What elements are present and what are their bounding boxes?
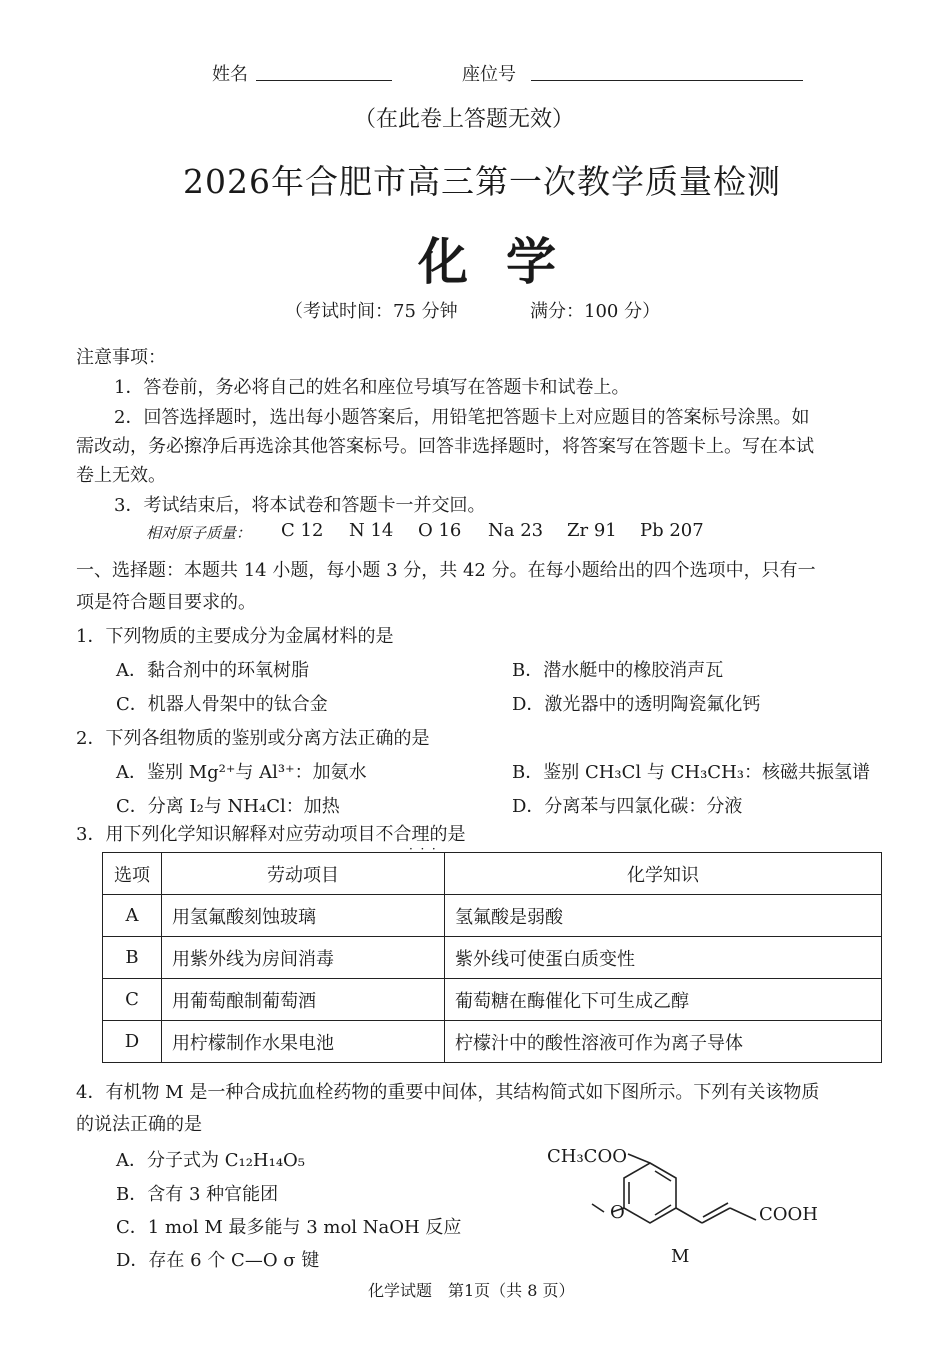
- table-cell: 用紫外线为房间消毒: [162, 937, 445, 979]
- q3-table: [102, 852, 882, 1063]
- q1-stem: 1．下列物质的主要成分为金属材料的是: [76, 626, 394, 647]
- methyl-bond: [592, 1204, 604, 1212]
- table-row: [103, 979, 882, 1021]
- table-row: [103, 1021, 882, 1063]
- ester-bond: [628, 1154, 650, 1163]
- struct-acetoxy: CH₃COO: [547, 1146, 627, 1167]
- atomic-mass-label: 相对原子质量：: [146, 524, 252, 542]
- section-1-line-2: 项是符合题目要求的。: [76, 592, 256, 613]
- q1-option-c: C．机器人骨架中的钛合金: [116, 694, 328, 715]
- ring-double-bond: [655, 1171, 671, 1181]
- atomic-mass-pb: Pb 207: [640, 520, 704, 541]
- struct-label-m: M: [671, 1246, 690, 1267]
- table-cell: 用葡萄酿制葡萄酒: [162, 979, 445, 1021]
- full-score: 满分：100 分）: [530, 301, 661, 322]
- q2-option-d: D．分离苯与四氯化碳：分液: [512, 796, 743, 817]
- q2-option-a: A．鉴别 Mg²⁺与 Al³⁺：加氨水: [116, 762, 367, 783]
- section-1-line-1: 一、选择题：本题共 14 小题，每小题 3 分，共 42 分。在每小题给出的四个选项中，只有一: [76, 560, 816, 581]
- notes-heading: 注意事项：: [76, 347, 166, 368]
- table-cell: 柠檬汁中的酸性溶液可作为离子导体: [445, 1021, 882, 1063]
- q3-stem: 3．用下列化学知识解释对应劳动项目不合理的是: [76, 824, 466, 845]
- benzene-ring: [624, 1163, 676, 1223]
- seat-blank[interactable]: [531, 80, 803, 81]
- exam-title: 2026年合肥市高三第一次教学质量检测: [183, 162, 781, 201]
- table-header: 劳动项目: [162, 853, 445, 895]
- seat-label: 座位号: [462, 64, 516, 85]
- table-row: [103, 937, 882, 979]
- atomic-mass-zr: Zr 91: [567, 520, 617, 541]
- atomic-mass-n: N 14: [349, 520, 394, 541]
- table-cell: C: [103, 979, 162, 1021]
- table-cell: 紫外线可使蛋白质变性: [445, 937, 882, 979]
- struct-carboxyl: COOH: [759, 1204, 818, 1225]
- struct-oxygen: O: [610, 1202, 625, 1223]
- name-label: 姓名: [212, 64, 248, 85]
- note-3: 3．考试结束后，将本试卷和答题卡一并交回。: [114, 495, 486, 516]
- name-blank[interactable]: [256, 80, 392, 81]
- q2-option-c: C．分离 I₂与 NH₄Cl：加热: [116, 796, 340, 817]
- page-footer: 化学试题 第1页（共 8 页）: [368, 1281, 575, 1300]
- note-1: 1．答卷前，务必将自己的姓名和座位号填写在答题卡和试卷上。: [114, 377, 630, 398]
- atomic-mass-c: C 12: [281, 520, 324, 541]
- ring-double-bond: [655, 1205, 671, 1215]
- q4-option-a: A．分子式为 C₁₂H₁₄O₅: [116, 1150, 306, 1171]
- q4-option-c: C．1 mol M 最多能与 3 mol NaOH 反应: [116, 1217, 462, 1238]
- note-2-line-2: 需改动，务必擦净后再选涂其他答案标号。回答非选择题时，将答案写在答题卡上。写在本试: [76, 436, 814, 457]
- q1-option-b: B．潜水艇中的橡胶消声瓦: [512, 660, 724, 681]
- subject-title: 化学: [418, 232, 594, 291]
- q4-option-d: D．存在 6 个 C—O σ 键: [116, 1250, 320, 1271]
- invalid-notice: （在此卷上答题无效）: [354, 107, 575, 132]
- table-cell: 用柠檬制作水果电池: [162, 1021, 445, 1063]
- q4-stem-line-1: 4．有机物 M 是一种合成抗血栓药物的重要中间体，其结构简式如下图所示。下列有关该物质: [76, 1082, 820, 1103]
- q4-stem-line-2: 的说法正确的是: [76, 1114, 202, 1135]
- table-header-row: [103, 853, 882, 895]
- table-header: 选项: [103, 853, 162, 895]
- note-2-line-1: 2．回答选择题时，选出每小题答案后，用铅笔把答题卡上对应题目的答案标号涂黑。如: [114, 407, 810, 428]
- structure-m: [540, 1140, 840, 1280]
- table-cell: A: [103, 895, 162, 937]
- table-cell: 葡萄糖在酶催化下可生成乙醇: [445, 979, 882, 1021]
- table-cell: 用氢氟酸刻蚀玻璃: [162, 895, 445, 937]
- note-2-line-3: 卷上无效。: [76, 465, 166, 486]
- table-cell: B: [103, 937, 162, 979]
- emphasis-dots: · · ·: [409, 842, 436, 856]
- q2-option-b: B．鉴别 CH₃Cl 与 CH₃CH₃：核磁共振氢谱: [512, 762, 870, 783]
- q1-option-d: D．激光器中的透明陶瓷氟化钙: [512, 694, 761, 715]
- table-cell: 氢氟酸是弱酸: [445, 895, 882, 937]
- table-header: 化学知识: [445, 853, 882, 895]
- q4-option-b: B．含有 3 种官能团: [116, 1184, 279, 1205]
- table-row: [103, 895, 882, 937]
- atomic-mass-na: Na 23: [488, 520, 544, 541]
- exam-time: （考试时间：75 分钟: [285, 301, 458, 322]
- q1-option-a: A．黏合剂中的环氧树脂: [116, 660, 309, 681]
- chain-bond: [676, 1208, 702, 1223]
- table-cell: D: [103, 1021, 162, 1063]
- q2-stem: 2．下列各组物质的鉴别或分离方法正确的是: [76, 728, 430, 749]
- atomic-mass-o: O 16: [418, 520, 462, 541]
- chain-bond: [730, 1208, 756, 1220]
